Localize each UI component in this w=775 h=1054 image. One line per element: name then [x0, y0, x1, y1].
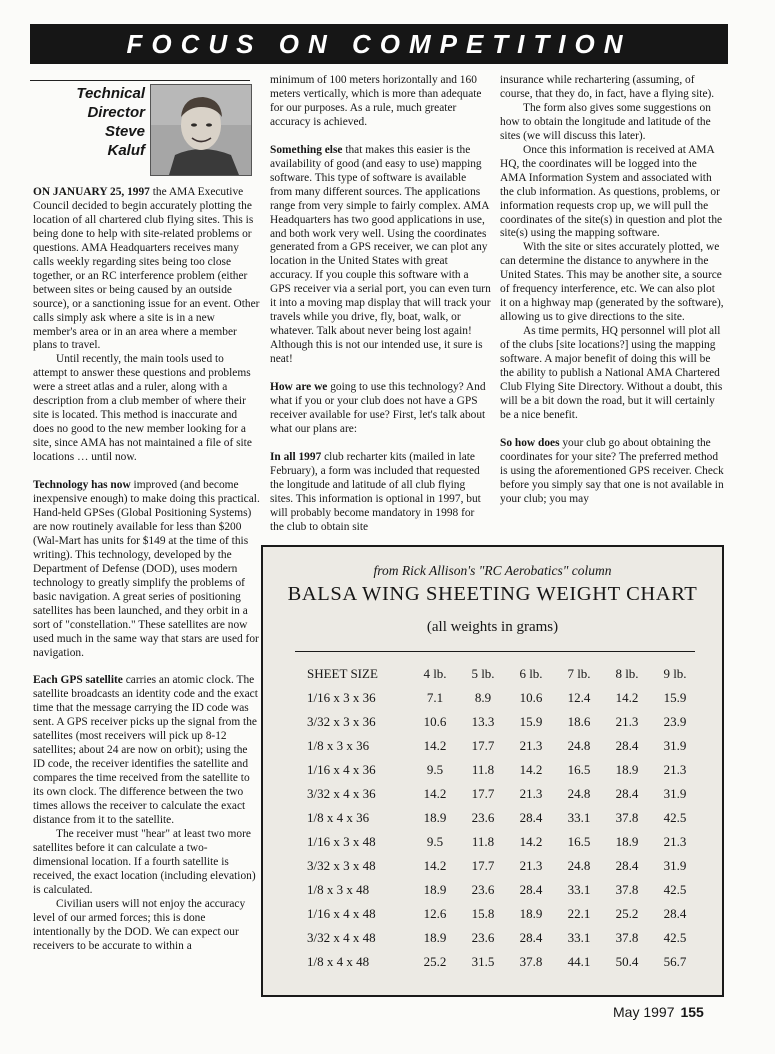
weight-cell: 18.9 — [423, 810, 447, 825]
column-header: 4 lb. — [423, 666, 447, 681]
weight-cell: 14.2 — [615, 690, 639, 705]
weight-cell: 21.3 — [519, 858, 543, 873]
author-line-1: Technical — [76, 85, 145, 102]
weight-cell: 25.2 — [423, 954, 447, 969]
weight-cell: 44.1 — [567, 954, 591, 969]
weight-cell: 14.2 — [519, 762, 543, 777]
sheet-size-cell: 3/32 x 4 x 48 — [307, 930, 376, 945]
weight-cell: 50.4 — [615, 954, 639, 969]
weight-cell: 21.3 — [663, 762, 687, 777]
banner-title: FOCUS ON COMPETITION — [126, 28, 632, 59]
paragraph: With the site or sites accurately plotted, we can determine the distance to anywhere in the United States. This may be another site, a source of frequency interference, etc. We can also plot it on a highway map (generated by the software), allowing us to give directions to the site. — [500, 241, 724, 324]
sheet-size-cell: 1/8 x 3 x 48 — [307, 882, 370, 897]
weight-cell: 18.9 — [519, 906, 543, 921]
weight-cell: 10.6 — [519, 690, 543, 705]
sheet-size-cell: 3/32 x 4 x 36 — [307, 786, 376, 801]
sheet-size-cell: 1/16 x 3 x 36 — [307, 690, 376, 705]
weight-cell: 18.9 — [615, 834, 639, 849]
weight-cell: 23.6 — [471, 930, 495, 945]
column-header: 8 lb. — [615, 666, 639, 681]
table-header-row — [307, 662, 699, 686]
weight-cell: 7.1 — [426, 690, 444, 705]
weight-cell: 37.8 — [615, 810, 639, 825]
weight-cell: 28.4 — [615, 858, 639, 873]
table-row — [307, 854, 699, 878]
article-column-3 — [500, 74, 724, 507]
author-photo — [150, 84, 252, 176]
weight-cell: 56.7 — [663, 954, 687, 969]
table-row — [307, 686, 699, 710]
weight-cell: 17.7 — [471, 738, 495, 753]
weight-cell: 23.6 — [471, 810, 495, 825]
table-row — [307, 734, 699, 758]
weight-cell: 23.9 — [663, 714, 687, 729]
weight-cell: 13.3 — [471, 714, 495, 729]
table-row — [307, 710, 699, 734]
sheet-size-cell: 1/8 x 4 x 36 — [307, 810, 370, 825]
page-footer — [613, 1004, 704, 1020]
chart-title: BALSA WING SHEETING WEIGHT CHART — [287, 583, 698, 605]
sheet-size-cell: 3/32 x 3 x 48 — [307, 858, 376, 873]
weight-cell: 37.8 — [519, 954, 543, 969]
section-banner — [30, 24, 728, 64]
paragraph: How are we going to use this technology? And what if you or your club does not have a GPS receiver available for use? First, let's talk about what our plans are: — [270, 381, 486, 435]
column-header: 7 lb. — [567, 666, 591, 681]
weight-cell: 11.8 — [471, 762, 495, 777]
sheet-size-cell: 3/32 x 3 x 36 — [307, 714, 376, 729]
table-row — [307, 878, 699, 902]
weight-cell: 28.4 — [663, 906, 687, 921]
issue-date: May 1997 — [613, 1004, 675, 1020]
column-header: SHEET SIZE — [307, 666, 378, 681]
paragraph: insurance while rechartering (assuming, of course, that they do, in fact, have a flying site). — [500, 74, 715, 100]
paragraph: Each GPS satellite carries an atomic clock. The satellite broadcasts an identity code and the exact time that the message carrying the ID code was sent. A GPS receiver picks up the signal from the satellites (most receivers will pick up 8-12 satellites; about 24 are now on orbit); using the ID code, the receiver identifies the satellite and compares the time received from the satellite to its own clock. The difference between the two times allows the receiver to calculate the exact distance from it to the satellite. — [33, 674, 258, 826]
weight-table — [307, 662, 699, 974]
weight-cell: 17.7 — [471, 858, 495, 873]
weight-cell: 12.4 — [567, 690, 591, 705]
weight-cell: 24.8 — [567, 858, 591, 873]
column-header: 5 lb. — [471, 666, 495, 681]
paragraph: Once this information is received at AMA HQ, the coordinates will be logged into the AMA Information System and associated with the club information. As questions, problems, or information requests crop up, we will pull the coordinates of the site(s) in question and plot the site(s) using the mapping software. — [500, 143, 723, 240]
weight-cell: 18.6 — [567, 714, 591, 729]
weight-cell: 42.5 — [663, 882, 687, 897]
weight-cell: 14.2 — [423, 858, 447, 873]
article-column-2 — [270, 74, 491, 535]
weight-cell: 9.5 — [426, 762, 444, 777]
paragraph: In all 1997 club recharter kits (mailed in late February), a form was included that requested the longitude and latitude of all club flying sites. This information is optional in 1997, but will probably become mandatory in 1998 for the club to obtain site — [270, 450, 481, 533]
column-header: 6 lb. — [519, 666, 543, 681]
table-row — [307, 926, 699, 950]
weight-cell: 28.4 — [615, 738, 639, 753]
chart-credit: from Rick Allison's "RC Aerobatics" column — [373, 563, 612, 578]
paragraph: minimum of 100 meters horizontally and 160 meters vertically, which is more than adequate for our purposes. As a rule, much greater accuracy is achieved. — [270, 74, 482, 128]
weight-cell: 23.6 — [471, 882, 495, 897]
weight-cell: 28.4 — [615, 786, 639, 801]
weight-cell: 37.8 — [615, 930, 639, 945]
weight-cell: 31.5 — [471, 954, 495, 969]
column-header: 9 lb. — [663, 666, 687, 681]
author-byline — [40, 84, 145, 160]
author-line-3: Steve — [104, 123, 145, 140]
article-column-1 — [33, 186, 260, 954]
page-number: 155 — [680, 1004, 704, 1020]
table-row — [307, 806, 699, 830]
table-row — [307, 782, 699, 806]
weight-cell: 28.4 — [519, 930, 543, 945]
weight-cell: 9.5 — [426, 834, 444, 849]
weight-cell: 33.1 — [567, 810, 591, 825]
author-rule — [30, 80, 250, 81]
author-line-2: Director — [87, 104, 145, 121]
weight-cell: 17.7 — [471, 786, 495, 801]
paragraph: ON JANUARY 25, 1997 the AMA Executive Council decided to begin accurately plotting the location of all chartered club flying sites. This is being done to help with site-related problems or questions. AMA Headquarters receives many calls weekly regarding sites being too close together, or an RC interference problem (either between sites or being caused by an outside source), or a sanctioning issue for an event. Other calls simply ask where a site is in a new member's area or in an area where a member plans to travel. — [33, 186, 260, 352]
weight-cell: 15.8 — [471, 906, 495, 921]
weight-cell: 16.5 — [567, 762, 591, 777]
weight-cell: 18.9 — [423, 930, 447, 945]
weight-cell: 31.9 — [663, 858, 687, 873]
weight-cell: 28.4 — [519, 810, 543, 825]
weight-cell: 16.5 — [567, 834, 591, 849]
paragraph: The form also gives some suggestions on how to obtain the longitude and latitude of the sites (we will discuss this later). — [500, 101, 711, 142]
paragraph: As time permits, HQ personnel will plot all of the clubs [site locations?] using the mapping software. A major benefit of doing this will be the ability to publish a National AMA Chartered Club Flying Site Directory. Without a doubt, this will be a bit down the road, but it will certainly be a nice benefit. — [500, 325, 723, 421]
weight-cell: 8.9 — [474, 690, 492, 705]
weight-cell: 21.3 — [663, 834, 687, 849]
weight-cell: 14.2 — [519, 834, 543, 849]
weight-cell: 24.8 — [567, 786, 591, 801]
paragraph: The receiver must "hear" at least two more satellites before it can calculate a two-dimensional location. If a fourth satellite is received, the exact location (including elevation) is calculated. — [33, 827, 256, 896]
weight-cell: 28.4 — [519, 882, 543, 897]
paragraph: Something else that makes this easier is the availability of good (and easy to use) mapping software. This type of software is available from many different sources. The applications range from very simple to fairly complex. AMA Headquarters has two good applications in use, and both work very well. Using the coordinates generated from a GPS receiver, we can plot any location in the United States with great accuracy. If you couple this software with a GPS receiver via a serial port, you can even turn it into a moving map display that will track your travels while you drive, fly, boat, walk, or whatever. Talk about never being lost again! Although this is not our intended use, it sure is neat! — [270, 143, 491, 366]
weight-cell: 31.9 — [663, 738, 687, 753]
weight-cell: 14.2 — [423, 738, 447, 753]
author-line-4: Kaluf — [107, 142, 145, 159]
table-row — [307, 830, 699, 854]
weight-cell: 31.9 — [663, 786, 687, 801]
chart-subtitle: (all weights in grams) — [426, 619, 559, 635]
weight-cell: 33.1 — [567, 930, 591, 945]
table-row — [307, 902, 699, 926]
weight-cell: 10.6 — [423, 714, 447, 729]
weight-cell: 21.3 — [615, 714, 639, 729]
weight-cell: 25.2 — [615, 906, 639, 921]
weight-cell: 21.3 — [519, 738, 543, 753]
weight-cell: 15.9 — [663, 690, 687, 705]
sheet-size-cell: 1/16 x 4 x 36 — [307, 762, 376, 777]
weight-cell: 14.2 — [423, 786, 447, 801]
sheet-size-cell: 1/8 x 4 x 48 — [307, 954, 370, 969]
paragraph: Civilian users will not enjoy the accuracy level of our armed forces; this is done intentionally by the DOD. We can expect our receivers to be accurate to within a — [33, 897, 246, 952]
weight-cell: 22.1 — [567, 906, 591, 921]
weight-cell: 18.9 — [423, 882, 447, 897]
paragraph: So how does your club go about obtaining the coordinates for your site? The preferred method is using the aforementioned GPS receiver. Check before you simply say that one is not available in your club; you may — [500, 436, 724, 505]
weight-cell: 24.8 — [567, 738, 591, 753]
sheet-size-cell: 1/16 x 3 x 48 — [307, 834, 376, 849]
table-row — [307, 950, 699, 974]
weight-cell: 21.3 — [519, 786, 543, 801]
weight-cell: 12.6 — [423, 906, 447, 921]
weight-cell: 33.1 — [567, 882, 591, 897]
table-row — [307, 758, 699, 782]
weight-cell: 42.5 — [663, 930, 687, 945]
weight-cell: 15.9 — [519, 714, 543, 729]
sheet-size-cell: 1/8 x 3 x 36 — [307, 738, 370, 753]
paragraph: Technology has now improved (and become inexpensive enough) to make doing this practical. Hand-held GPSes (Global Positioning Systems) are now routinely available for less than $200 (Wal-Mart has units for $149 at the time of this writing). This technology, developed by the Department of Defense (DOD), uses modern technology to greatly simplify the problems of basic navigation. A great series of positioning satellites has been launched, and they orbit in a sort of "constellation." These satellites are now used much in the same way that stars are used for navigation. — [33, 479, 260, 659]
weight-cell: 37.8 — [615, 882, 639, 897]
weight-cell: 42.5 — [663, 810, 687, 825]
weight-cell: 18.9 — [615, 762, 639, 777]
balsa-weight-chart — [261, 545, 724, 997]
paragraph: Until recently, the main tools used to attempt to answer these questions and problems were a street atlas and a ruler, along with a description from a club member of where their site is located. This method is inaccurate and does no good to the new member looking for a site, since AMA has not maintained a file of site locations … until now. — [33, 353, 252, 464]
weight-cell: 11.8 — [471, 834, 495, 849]
sheet-size-cell: 1/16 x 4 x 48 — [307, 906, 376, 921]
chart-divider — [295, 651, 695, 652]
